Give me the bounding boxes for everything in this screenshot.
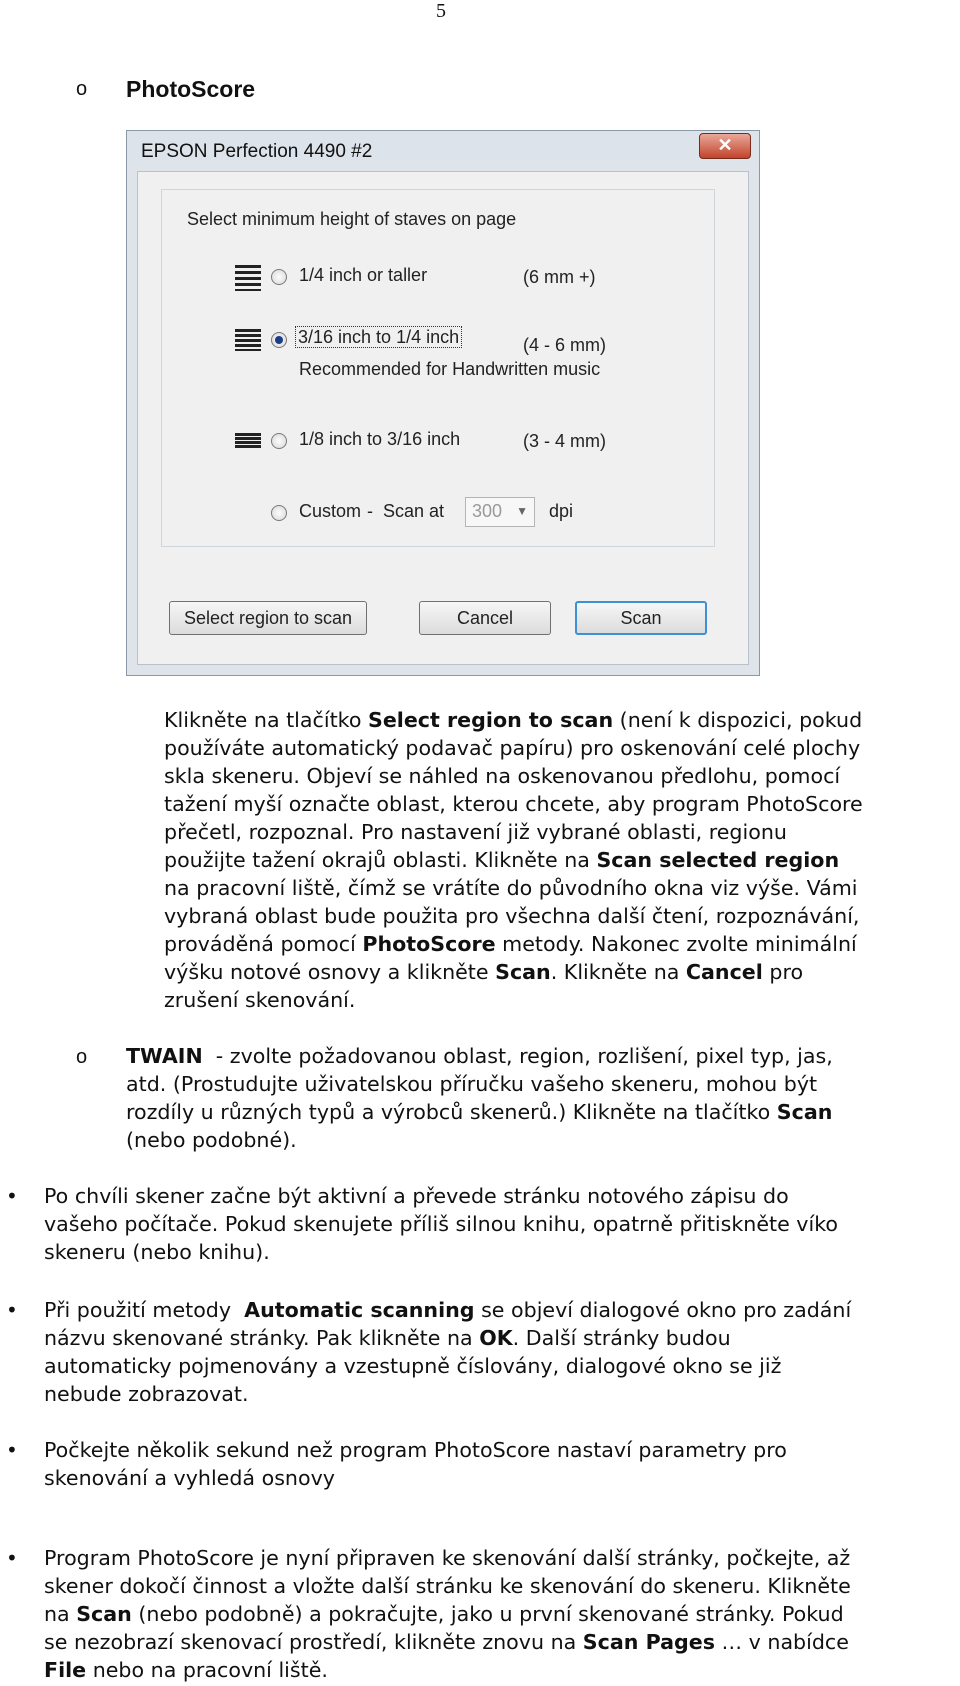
text-line: výšku notové osnovy a klikněte Scan. Klikněte na Cancel pro	[164, 960, 804, 984]
text-line: Po chvíli skener začne být aktivní a převede stránku notového zápisu do	[44, 1184, 789, 1208]
scan-button[interactable]: Scan	[575, 601, 707, 635]
option-quarter-inch-size: (6 mm +)	[523, 267, 596, 287]
radio-option-1-8-inch[interactable]	[271, 433, 287, 449]
text-line: Program PhotoScore je nyní připraven ke skenování další stránky, počkejte, až	[44, 1546, 851, 1570]
text-line: názvu skenované stránky. Pak klikněte na OK. Další stránky budou	[44, 1326, 731, 1350]
text-line: se nezobrazí skenovací prostředí, klikněte znovu na Scan Pages … v nabídce	[44, 1630, 849, 1654]
option-1-8-inch-size: (3 - 4 mm)	[523, 431, 606, 451]
bullet-automatic-scanning	[44, 1296, 954, 1408]
text-line: na pracovní liště, čímž se vrátíte do původního okna viz výše. Vámi	[164, 876, 858, 900]
text-line: skla skeneru. Objeví se náhled na oskenovanou předlohu, pomocí	[164, 764, 841, 788]
bullet-marker: •	[6, 1184, 18, 1208]
text-line: použijte tažení okrajů oblasti. Klikněte na Scan selected region	[164, 848, 840, 872]
text-line: TWAIN - zvolte požadovanou oblast, region, rozlišení, pixel typ, jas,	[126, 1044, 833, 1068]
select-region-button[interactable]: Select region to scan	[169, 601, 367, 635]
bullet-marker: •	[6, 1546, 18, 1570]
option-3-16-inch-size: (4 - 6 mm)	[523, 335, 606, 355]
radio-option-quarter-inch[interactable]	[271, 269, 287, 285]
text-line: automaticky pojmenovány a vzestupně číslovány, dialogové okno se již	[44, 1354, 782, 1378]
text-line: (nebo podobné).	[126, 1128, 297, 1152]
option-custom-label[interactable]: Custom	[299, 501, 362, 521]
text-line: tažení myší označte oblast, kterou chcete, aby program PhotoScore	[164, 792, 863, 816]
option-3-16-inch-label[interactable]: 3/16 inch to 1/4 inch	[295, 327, 462, 348]
section-heading-photoscore: PhotoScore	[126, 76, 256, 102]
text-line: Klikněte na tlačítko Select region to scan (není k dispozici, pokud	[164, 708, 863, 732]
text-line: rozdíly u různých typů a výrobců skenerů.) Klikněte na tlačítko Scan	[126, 1100, 833, 1124]
bullet-marker: •	[6, 1298, 18, 1322]
staff-lines-small-icon	[235, 433, 261, 449]
radio-option-custom[interactable]	[271, 505, 287, 521]
staff-lines-large-icon	[235, 265, 261, 291]
bullet-wait	[44, 1436, 954, 1492]
text-line: na Scan (nebo podobně) a pokračujte, jako u první skenované stránky. Pokud	[44, 1602, 844, 1626]
text-line: atd. (Prostudujte uživatelskou příručku vašeho skeneru, mohou být	[126, 1072, 818, 1096]
text-line: používáte automatický podavač papíru) pro oskenování celé plochy	[164, 736, 861, 760]
option-custom-separator: -	[367, 501, 373, 521]
sub-bullet-marker: o	[76, 78, 88, 100]
text-line: nebude zobrazovat.	[44, 1382, 249, 1406]
text-line: vašeho počítače. Pokud skenujete příliš silnou knihu, opatrně přitiskněte víko	[44, 1212, 838, 1236]
close-icon[interactable]: ✕	[699, 133, 751, 159]
bullet-next-page	[44, 1544, 954, 1684]
dpi-select[interactable]	[465, 497, 535, 527]
dpi-unit-label: dpi	[549, 501, 574, 521]
sub-bullet-marker: o	[76, 1046, 88, 1068]
handwritten-recommendation: Recommended for Handwritten music	[299, 359, 601, 379]
option-1-8-inch-label[interactable]: 1/8 inch to 3/16 inch	[299, 429, 461, 449]
staff-height-group-label: Select minimum height of staves on page	[187, 209, 517, 229]
text-line: Počkejte několik sekund než program PhotoScore nastaví parametry pro	[44, 1438, 787, 1462]
dpi-select-value: 300	[472, 501, 503, 521]
bullet-scanner-active	[44, 1182, 954, 1266]
text-line: Při použití metody Automatic scanning se objeví dialogové okno pro zadání	[44, 1298, 852, 1322]
text-line: zrušení skenování.	[164, 988, 356, 1012]
radio-option-3-16-inch[interactable]	[271, 332, 287, 348]
photoscore-instructions	[164, 706, 944, 1014]
text-line: přečetl, rozpoznal. Pro nastavení již vybrané oblasti, regionu	[164, 820, 787, 844]
text-line: vybraná oblast bude použita pro všechna další čtení, rozpoznávání,	[164, 904, 860, 928]
scanner-dialog-screenshot	[126, 130, 760, 676]
text-line: File nebo na pracovní liště.	[44, 1658, 328, 1682]
cancel-button[interactable]: Cancel	[419, 601, 551, 635]
text-line: skenování a vyhledá osnovy	[44, 1466, 335, 1490]
staff-lines-medium-icon	[235, 329, 261, 351]
text-line: prováděná pomocí PhotoScore metody. Nakonec zvolte minimální	[164, 932, 857, 956]
dialog-title: EPSON Perfection 4490 #2	[141, 141, 373, 162]
dialog-titlebar	[127, 131, 759, 161]
option-quarter-inch-label[interactable]: 1/4 inch or taller	[299, 265, 428, 285]
page-number: 5	[436, 0, 446, 22]
text-line: skener dokočí činnost a vložte další stránku ke skenování do skeneru. Klikněte	[44, 1574, 851, 1598]
bullet-marker: •	[6, 1438, 18, 1462]
text-line: skeneru (nebo knihu).	[44, 1240, 270, 1264]
twain-instructions	[126, 1042, 946, 1154]
chevron-down-icon: ▼	[516, 504, 528, 518]
option-custom-scan-at: Scan at	[383, 501, 445, 521]
